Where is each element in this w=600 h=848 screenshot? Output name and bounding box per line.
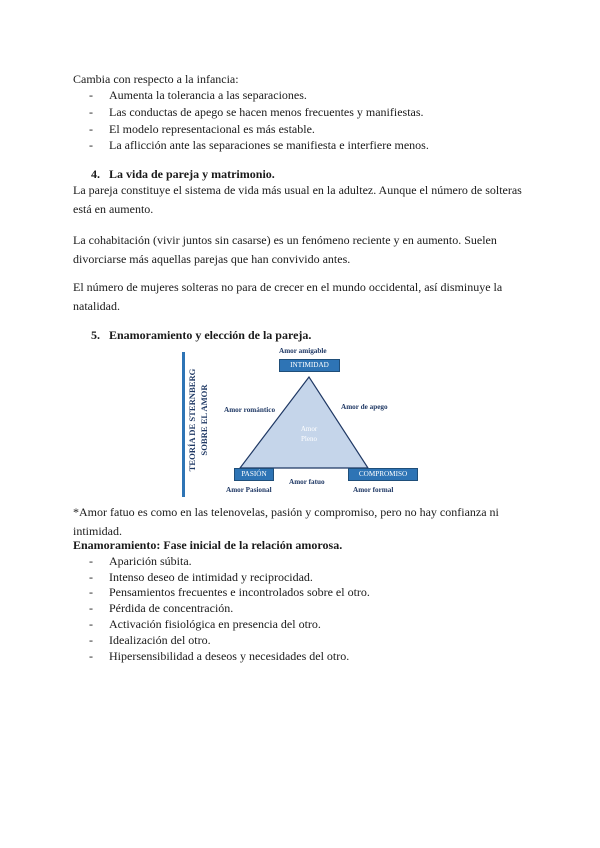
box-pasion: PASIÓN [234,468,274,481]
paragraph: El número de mujeres solteras no para de crecer en el mundo occidental, así disminuye la natalidad. [73,280,503,313]
label-amor-amigable: Amor amigable [279,347,327,355]
list-item: - Las conductas de apego se hacen menos frecuentes y manifiestas. [89,105,424,119]
list-item: - Pérdida de concentración. [89,601,234,615]
list-item: - Aumenta la tolerancia a las separaciones. [89,88,307,102]
list-item: - Hipersensibilidad a deseos y necesidades del otro. [89,649,350,663]
label-amor-de-apego: Amor de apego [341,403,388,411]
section-heading-5: 5. Enamoramiento y elección de la pareja. [91,328,312,342]
note-paragraph: *Amor fatuo es como en las telenovelas, pasión y compromiso, pero no hay confianza ni intimidad. [73,505,499,538]
list-item: - La aflicción ante las separaciones se manifiesta e interfiere menos. [89,138,429,152]
label-amor-romantico: Amor romántico [224,406,276,414]
paragraph: La pareja constituye el sistema de vida más usual en la adultez. Aunque el número de solteras está en aumento. [73,183,522,216]
sternberg-triangle-diagram [182,347,427,500]
list-item: - Idealización del otro. [89,633,211,647]
list-item: - Activación fisiológica en presencia del otro. [89,617,321,631]
paragraph: La cohabitación (vivir juntos sin casarse) es un fenómeno reciente y en aumento. Suelen divorciarse más aquellas parejas que han convivido antes. [73,233,497,266]
love-triangle [240,377,368,468]
list-item: - El modelo representacional es más estable. [89,122,315,136]
label-amor-pleno: Amor Pleno [300,425,318,443]
label-amor-fatuo: Amor fatuo [289,478,325,486]
section-heading-4: 4. La vida de pareja y matrimonio. [91,167,275,181]
label-amor-pasional: Amor Pasional [226,486,272,494]
list-item: - Aparición súbita. [89,554,192,568]
intro-text: Cambia con respecto a la infancia: [73,72,239,86]
diagram-side-title: TEORÍA DE STERNBERG SOBRE EL AMOR [187,368,209,472]
label-amor-formal: Amor formal [353,486,394,494]
box-compromiso: COMPROMISO [348,468,418,481]
list-item: - Pensamientos frecuentes e incontrolados sobre el otro. [89,585,370,599]
list-item: - Intenso deseo de intimidad y reciprocidad. [89,570,313,584]
enamoramiento-title: Enamoramiento: Fase inicial de la relación amorosa. [73,538,343,552]
box-intimidad: INTIMIDAD [279,359,340,372]
